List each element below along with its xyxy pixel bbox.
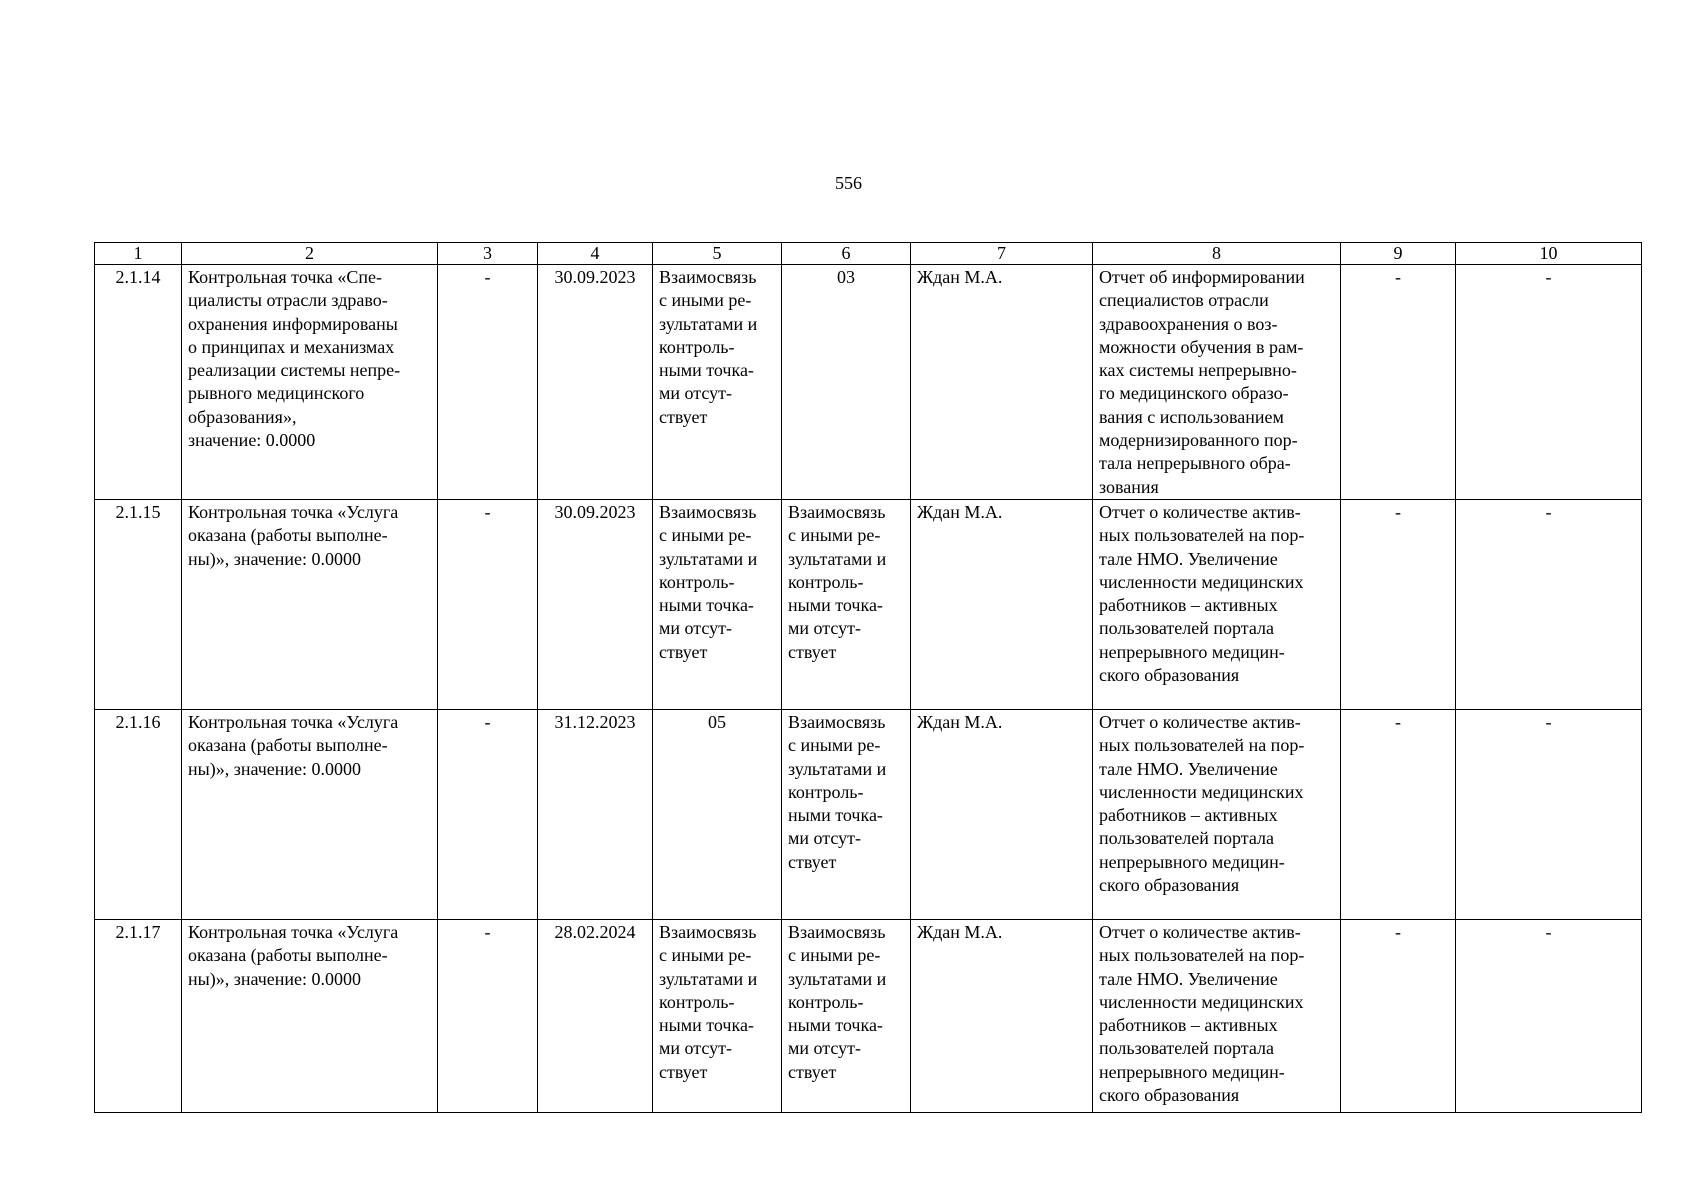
table-row xyxy=(95,920,1642,1113)
control-point-name: Контрольная точка «Услуга оказана (работы выполне- ны)», значение: 0.0000 xyxy=(182,710,438,920)
report-description: Отчет о количестве актив- ных пользователей на пор- тале НМО. Увеличение численности медицинских работников – активных пользователей портала непрерывного медицин- ского образования xyxy=(1093,920,1341,1113)
column-header-2: 2 xyxy=(182,243,438,265)
cell-col5: Взаимосвязь с иными ре- зультатами и контроль- ными точка- ми отсут- ствует xyxy=(653,265,782,500)
responsible-person: Ждан М.А. xyxy=(911,920,1093,1113)
row-number: 2.1.16 xyxy=(95,710,182,920)
cell-col10: - xyxy=(1456,920,1642,1113)
control-point-name: Контрольная точка «Услуга оказана (работы выполне- ны)», значение: 0.0000 xyxy=(182,500,438,710)
column-header-8: 8 xyxy=(1093,243,1341,265)
cell-col5: 05 xyxy=(653,710,782,920)
cell-col6: 03 xyxy=(782,265,911,500)
column-header-1: 1 xyxy=(95,243,182,265)
cell-col6: Взаимосвязь с иными ре- зультатами и контроль- ными точка- ми отсут- ствует xyxy=(782,500,911,710)
column-header-7: 7 xyxy=(911,243,1093,265)
report-description: Отчет о количестве актив- ных пользователей на пор- тале НМО. Увеличение численности медицинских работников – активных пользователей портала непрерывного медицин- ского образования xyxy=(1093,500,1341,710)
cell-col3: - xyxy=(438,500,538,710)
column-header-6: 6 xyxy=(782,243,911,265)
cell-col10: - xyxy=(1456,710,1642,920)
row-number: 2.1.14 xyxy=(95,265,182,500)
cell-col6: Взаимосвязь с иными ре- зультатами и контроль- ными точка- ми отсут- ствует xyxy=(782,710,911,920)
column-header-10: 10 xyxy=(1456,243,1642,265)
row-number: 2.1.15 xyxy=(95,500,182,710)
page-number: 556 xyxy=(835,173,862,193)
cell-col3: - xyxy=(438,265,538,500)
cell-col6: Взаимосвязь с иными ре- зультатами и контроль- ными точка- ми отсут- ствует xyxy=(782,920,911,1113)
control-points-table xyxy=(94,242,1642,1113)
control-point-name: Контрольная точка «Услуга оказана (работы выполне- ны)», значение: 0.0000 xyxy=(182,920,438,1113)
responsible-person: Ждан М.А. xyxy=(911,265,1093,500)
deadline-date: 30.09.2023 xyxy=(538,265,653,500)
header-row xyxy=(95,243,1642,265)
table-row xyxy=(95,265,1642,500)
column-header-3: 3 xyxy=(438,243,538,265)
cell-col9: - xyxy=(1341,265,1456,500)
deadline-date: 30.09.2023 xyxy=(538,500,653,710)
cell-col3: - xyxy=(438,710,538,920)
table-row xyxy=(95,710,1642,920)
cell-col9: - xyxy=(1341,710,1456,920)
cell-col5: Взаимосвязь с иными ре- зультатами и контроль- ными точка- ми отсут- ствует xyxy=(653,500,782,710)
report-description: Отчет об информировании специалистов отрасли здравоохранения о воз- можности обучения в рам- ках системы непрерывно- го медицинского образо- вания с использованием модернизированного пор- тала непрерывного обра- зования xyxy=(1093,265,1341,500)
cell-col10: - xyxy=(1456,500,1642,710)
deadline-date: 28.02.2024 xyxy=(538,920,653,1113)
cell-col9: - xyxy=(1341,920,1456,1113)
responsible-person: Ждан М.А. xyxy=(911,710,1093,920)
cell-col10: - xyxy=(1456,265,1642,500)
responsible-person: Ждан М.А. xyxy=(911,500,1093,710)
deadline-date: 31.12.2023 xyxy=(538,710,653,920)
row-number: 2.1.17 xyxy=(95,920,182,1113)
cell-col3: - xyxy=(438,920,538,1113)
column-header-5: 5 xyxy=(653,243,782,265)
control-point-name: Контрольная точка «Спе- циалисты отрасли здраво- охранения информированы о принципах и механизмах реализации системы непре- рывного медицинского образования», значение: 0.0000 xyxy=(182,265,438,500)
column-header-9: 9 xyxy=(1341,243,1456,265)
column-header-4: 4 xyxy=(538,243,653,265)
cell-col9: - xyxy=(1341,500,1456,710)
table-row xyxy=(95,500,1642,710)
report-description: Отчет о количестве актив- ных пользователей на пор- тале НМО. Увеличение численности медицинских работников – активных пользователей портала непрерывного медицин- ского образования xyxy=(1093,710,1341,920)
cell-col5: Взаимосвязь с иными ре- зультатами и контроль- ными точка- ми отсут- ствует xyxy=(653,920,782,1113)
